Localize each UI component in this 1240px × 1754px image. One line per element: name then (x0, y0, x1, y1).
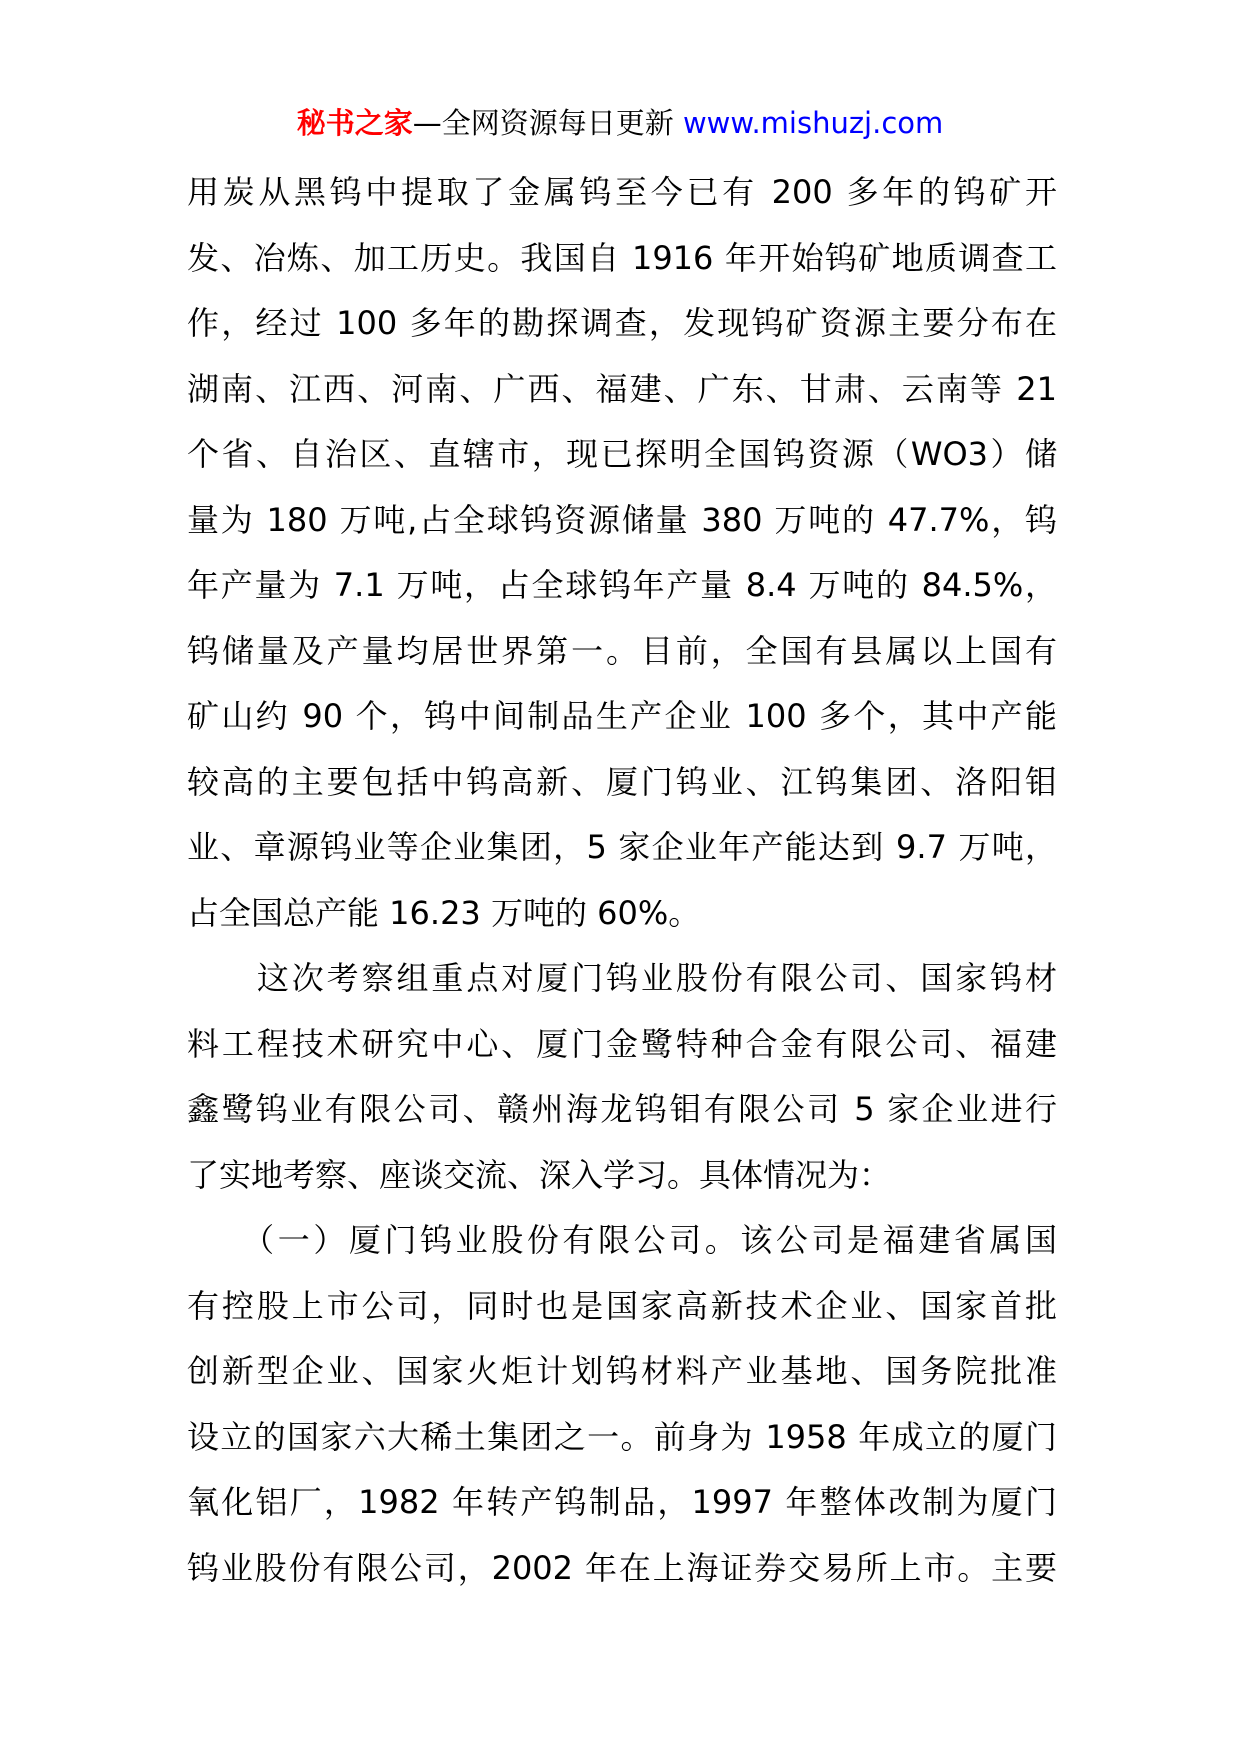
website-link[interactable]: www.mishuzj.com (682, 106, 944, 140)
text-line: 占全国总产能 16.23 万吨的 60%。 (187, 893, 701, 932)
text-line: 年产量为 7.1 万吨，占全球钨年产量 8.4 万吨的 84.5%， (187, 566, 1057, 604)
text-line: 用炭从黑钨中提取了金属钨至今已有 200 多年的钨矿开 (187, 173, 1057, 211)
document-body (187, 170, 1057, 1611)
text-line: 创新型企业、国家火炬计划钨材料产业基地、国务院批准 (187, 1352, 1057, 1390)
text-line: 个省、自治区、直辖市，现已探明全国钨资源（WO3）储 (187, 435, 1057, 473)
text-line: 鑫鹭钨业有限公司、赣州海龙钨钼有限公司 5 家企业进行 (187, 1090, 1057, 1128)
paragraph-1 (187, 170, 1057, 956)
text-line: 量为 180 万吨,占全球钨资源储量 380 万吨的 47.7%，钨 (187, 500, 1057, 539)
text-line: 料工程技术研究中心、厦门金鹭特种合金有限公司、福建 (187, 1024, 1057, 1063)
text-line: 有控股上市公司，同时也是国家高新技术企业、国家首批 (187, 1286, 1057, 1325)
text-line: 钨储量及产量均居世界第一。目前，全国有县属以上国有 (187, 631, 1057, 670)
paragraph-3 (187, 1218, 1057, 1611)
text-line: 作，经过 100 多年的勘探调查，发现钨矿资源主要分布在 (187, 304, 1057, 342)
page-header (0, 103, 1240, 143)
text-line: 较高的主要包括中钨高新、厦门钨业、江钨集团、洛阳钼 (187, 762, 1057, 801)
text-line: 矿山约 90 个，钨中间制品生产企业 100 多个，其中产能 (187, 697, 1057, 735)
header-slogan: —全网资源每日更新 (412, 106, 674, 140)
text-line: 了实地考察、座谈交流、深入学习。具体情况为： (187, 1155, 892, 1194)
text-line: 发、冶炼、加工历史。我国自 1916 年开始钨矿地质调查工 (187, 238, 1057, 277)
text-line: 这次考察组重点对厦门钨业股份有限公司、国家钨材 (187, 959, 1057, 997)
text-line: 钨业股份有限公司，2002 年在上海证券交易所上市。主要 (187, 1548, 1057, 1587)
text-line: （一）厦门钨业股份有限公司。该公司是福建省属国 (187, 1221, 1057, 1259)
brand-name: 秘书之家 (296, 106, 413, 140)
text-line: 业、章源钨业等企业集团，5 家企业年产能达到 9.7 万吨， (187, 828, 1057, 866)
text-line: 设立的国家六大稀土集团之一。前身为 1958 年成立的厦门 (187, 1417, 1057, 1456)
text-line: 湖南、江西、河南、广西、福建、广东、甘肃、云南等 21 (187, 369, 1057, 408)
text-line: 氧化铝厂，1982 年转产钨制品，1997 年整体改制为厦门 (187, 1483, 1057, 1521)
paragraph-2 (187, 956, 1057, 1218)
